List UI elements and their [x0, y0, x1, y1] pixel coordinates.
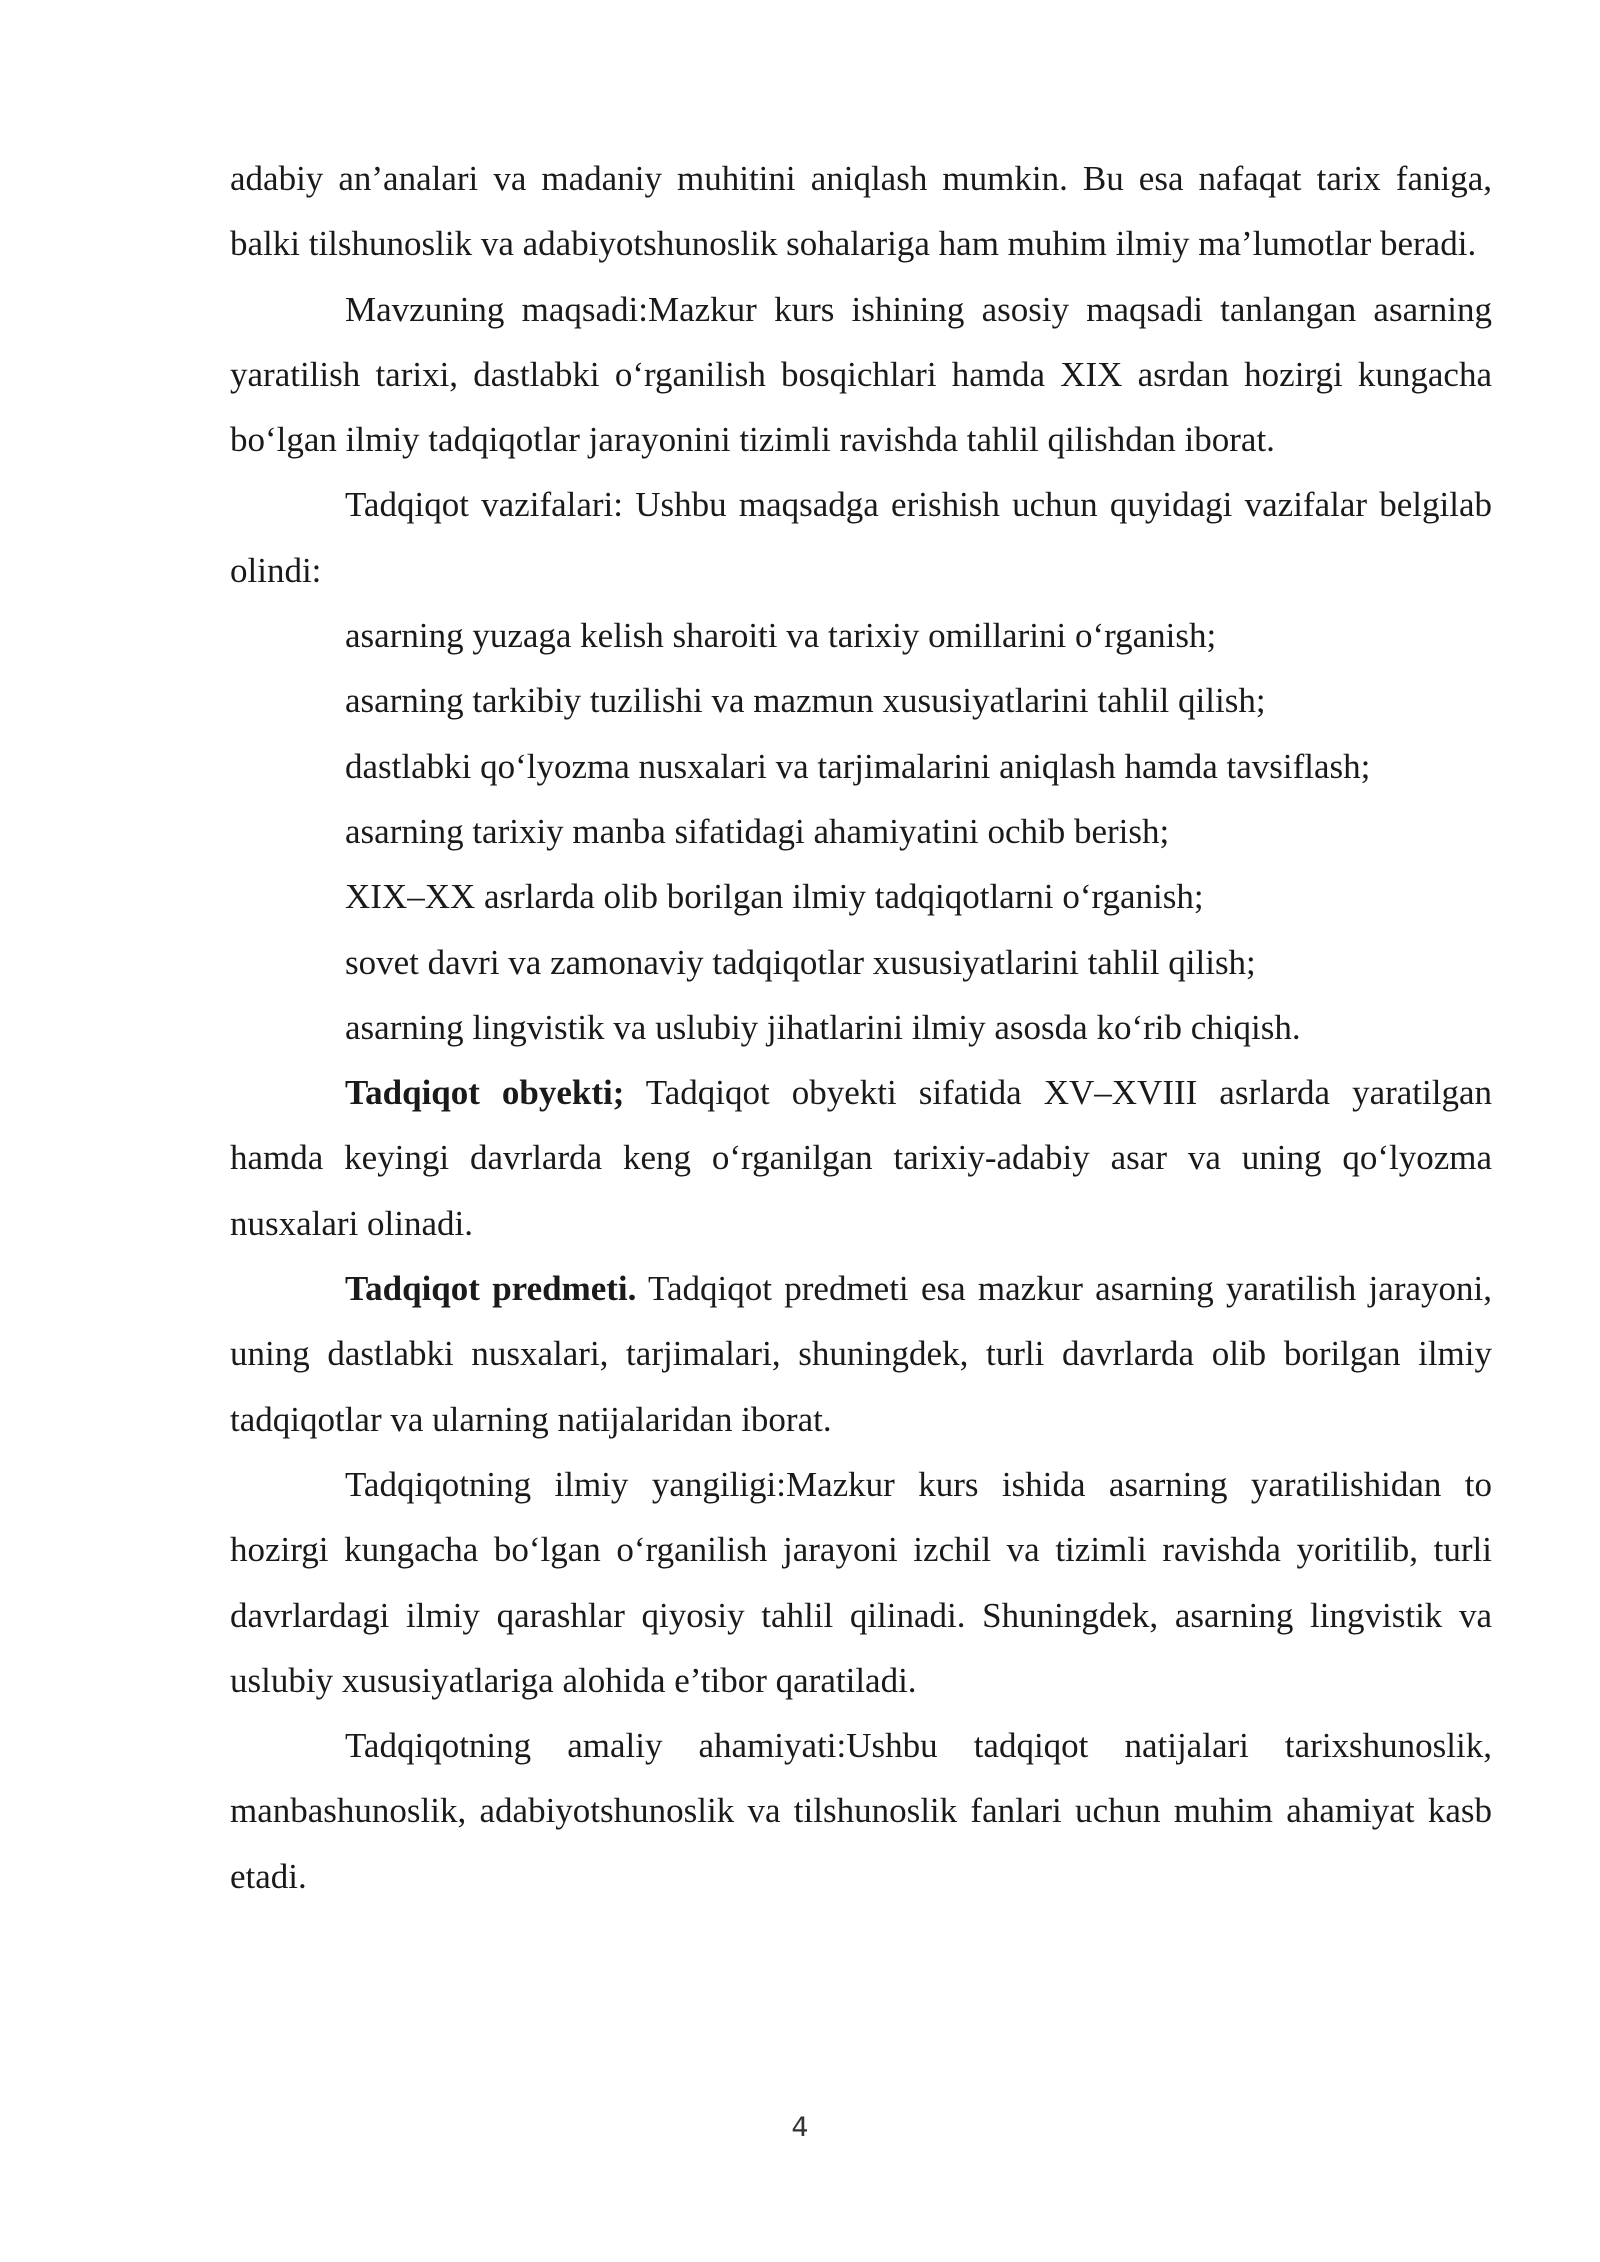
research-subject-label: Tadqiqot predmeti.: [345, 1269, 637, 1309]
paragraph-tasks-intro: Tadqiqot vazifalari: Ushbu maqsadga erishish uchun quyidagi vazifalar belgilab olindi:: [230, 485, 1492, 590]
paragraph-intro-continuation: adabiy an’analari va madaniy muhitini aniqlash mumkin. Bu esa nafaqat tarix faniga, balki tilshunoslik va adabiyotshunoslik sohalariga ham muhim ilmiy ma’lumotlar beradi.: [230, 159, 1492, 264]
page-body: [230, 146, 1492, 1909]
paragraph-research-subject: [230, 1256, 1492, 1452]
list-item: asarning yuzaga kelish sharoiti va tarixiy omillarini o‘rganish;: [345, 616, 1217, 656]
list-item: sovet davri va zamonaviy tadqiqotlar xususiyatlarini tahlil qilish;: [345, 942, 1256, 982]
paragraph-goal: Mavzuning maqsadi:Mazkur kurs ishining asosiy maqsadi tanlangan asarning yaratilish tarixi, dastlabki o‘rganilish bosqichlari hamda XIX asrdan hozirgi kungacha bo‘lgan ilmiy tadqiqotlar jarayonini tizimli ravishda tahlil qilishdan iborat.: [230, 289, 1492, 460]
list-item: asarning tarixiy manba sifatidagi ahamiyatini ochib berish;: [345, 811, 1170, 851]
research-object-text: Tadqiqot obyekti sifatida XV–XVIII asrlarda yaratilgan hamda keyingi davrlarda keng o‘rganilgan tarixiy-adabiy asar va uning qo‘lyozma nusxalari olinadi.: [230, 1073, 1492, 1243]
paragraph-practical-significance: Tadqiqotning amaliy ahamiyati:Ushbu tadqiqot natijalari tarixshunoslik, manbashunoslik, adabiyotshunoslik va tilshunoslik fanlari uchun muhim ahamiyat kasb etadi.: [230, 1726, 1492, 1896]
list-item: XIX–XX asrlarda olib borilgan ilmiy tadqiqotlarni o‘rganish;: [345, 877, 1204, 917]
list-item: dastlabki qo‘lyozma nusxalari va tarjimalarini aniqlash hamda tavsiflash;: [345, 746, 1371, 786]
list-item: asarning lingvistik va uslubiy jihatlarini ilmiy asosda ko‘rib chiqish.: [345, 1007, 1301, 1047]
list-item: asarning tarkibiy tuzilishi va mazmun xususiyatlarini tahlil qilish;: [345, 681, 1266, 721]
page-number: 4: [791, 2112, 809, 2143]
paragraph-research-object: [230, 1060, 1492, 1256]
research-subject-text: Tadqiqot predmeti esa mazkur asarning yaratilish jarayoni, uning dastlabki nusxalari, tarjimalari, shuningdek, turli davrlarda olib borilgan ilmiy tadqiqotlar va ularning natijalaridan iborat.: [230, 1269, 1492, 1439]
research-object-label: Tadqiqot obyekti;: [345, 1073, 625, 1113]
task-list: [230, 603, 1492, 1060]
paragraph-scientific-novelty: Tadqiqotning ilmiy yangiligi:Mazkur kurs ishida asarning yaratilishidan to hozirgi kungacha bo‘lgan o‘rganilish jarayoni izchil va tizimli ravishda yoritilib, turli davrlardagi ilmiy qarashlar qiyosiy tahlil qilinadi. Shuningdek, asarning lingvistik va uslubiy xususiyatlariga alohida e’tibor qaratiladi.: [230, 1464, 1492, 1700]
